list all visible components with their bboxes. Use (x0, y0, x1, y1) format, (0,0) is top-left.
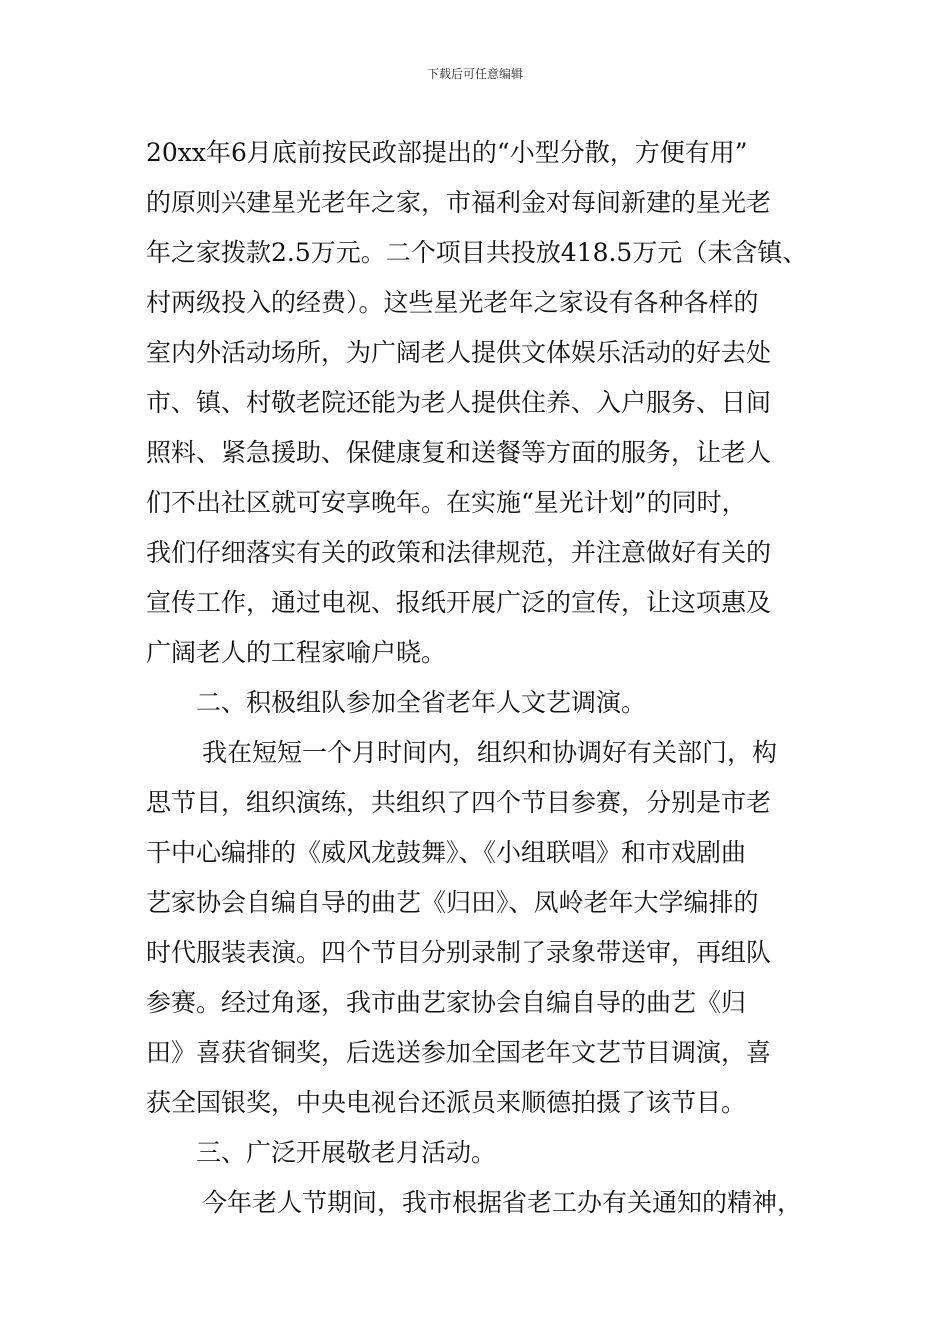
text-line: 宣传工作，通过电视、报纸开展广泛的宣传，让这项惠及 (146, 588, 772, 617)
text-line: 参赛。经过角逐，我市曲艺家协会自编自导的曲艺《归 (146, 988, 747, 1017)
page-header: 下载后可任意编辑 (426, 67, 523, 81)
text-line: 照料、紧急援助、保健康复和送餐等方面的服务，让老人 (146, 438, 772, 467)
section-heading-3: 三、广泛开展敬老月活动。 (196, 1138, 497, 1167)
text-line: 广阔老人的工程家喻户晓。 (146, 638, 447, 667)
text-line: 获全国银奖，中央电视台还派员来顺德拍摄了该节目。 (146, 1088, 747, 1117)
text-line: 年之家拨款2.5万元。二个项目共投放418.5万元（未含镇、 (146, 238, 808, 267)
text-line: 田》喜获省铜奖，后选送参加全国老年文艺节目调演，喜 (146, 1038, 772, 1067)
section-heading-2: 二、积极组队参加全省老年人文艺调演。 (196, 688, 647, 717)
document-body (146, 128, 826, 1228)
text-line: 市、镇、村敬老院还能为老人提供住养、入户服务、日间 (146, 388, 772, 417)
text-line: 思节目，组织演练，共组织了四个节目参赛，分别是市老 (146, 788, 772, 817)
text-line: 村两级投入的经费）。这些星光老年之家设有各种各样的 (146, 288, 759, 317)
text-line: 我们仔细落实有关的政策和法律规范，并注意做好有关的 (146, 538, 772, 567)
paragraph-start-line: 我在短短一个月时间内，组织和协调好有关部门，构 (202, 738, 778, 767)
text-line: 20xx年6月底前按民政部提出的“小型分散，方便有用” (146, 138, 748, 167)
text-line: 时代服装表演。四个节目分别录制了录象带送审，再组队 (146, 938, 772, 967)
paragraph-start-line: 今年老人节期间，我市根据省老工办有关通知的精神， (202, 1188, 803, 1217)
text-line: 干中心编排的《威风龙鼓舞》、《小组联唱》和市戏剧曲 (146, 838, 747, 867)
text-line: 室内外活动场所，为广阔老人提供文体娱乐活动的好去处 (146, 338, 772, 367)
text-line: 艺家协会自编自导的曲艺《归田》、凤岭老年大学编排的 (146, 888, 759, 917)
text-line: 们不出社区就可安享晚年。在实施“星光计划”的同时， (146, 488, 747, 517)
text-line: 的原则兴建星光老年之家，市福利金对每间新建的星光老 (146, 188, 772, 217)
